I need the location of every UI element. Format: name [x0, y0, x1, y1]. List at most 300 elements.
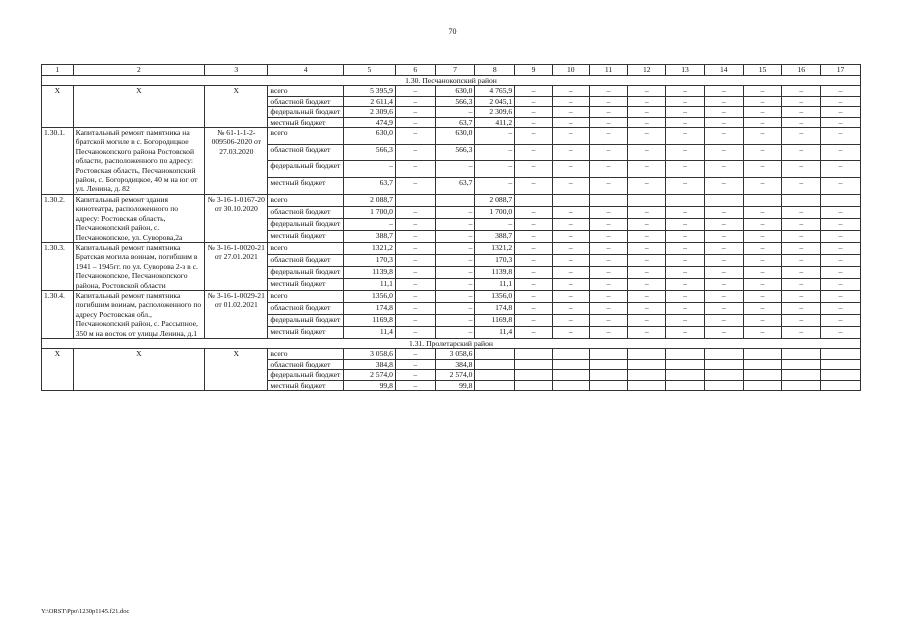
value-cell: 4 765,9 [475, 86, 515, 96]
value-cell: – [666, 242, 705, 254]
budget-row [42, 349, 861, 359]
value-cell: – [782, 117, 821, 127]
value-cell: – [435, 218, 475, 230]
value-cell: – [589, 86, 628, 96]
value-cell [628, 349, 666, 359]
budget-row [42, 86, 861, 96]
value-cell: – [666, 144, 705, 161]
value-cell: – [704, 218, 743, 230]
item-name: Капитальный ремонт памятника погибшим воинам, расположенного по адресу Ростовская обл., Песчанокопский район, с. Рассыпное, 350 м на восток от улицы Ленина, д.1 [73, 290, 205, 338]
value-cell: – [743, 242, 782, 254]
value-cell: – [782, 254, 821, 266]
value-cell: – [552, 128, 589, 145]
column-number: 7 [435, 65, 475, 76]
funding-source-label: всего [268, 290, 343, 302]
value-cell: 1321,2 [343, 242, 395, 254]
value-cell: – [435, 254, 475, 266]
expertise-document: № 3-16-1-0029-21 от 01.02.2021 [205, 290, 268, 338]
value-cell: – [628, 302, 666, 314]
item-number: 1.30.3. [42, 242, 74, 290]
value-cell: 63,7 [343, 178, 395, 195]
value-cell: – [743, 144, 782, 161]
value-cell: 384,8 [435, 359, 475, 369]
value-cell [552, 349, 589, 359]
value-cell: – [782, 107, 821, 117]
column-number: 9 [515, 65, 553, 76]
value-cell [395, 194, 435, 206]
value-cell [475, 359, 515, 369]
value-cell: – [435, 326, 475, 338]
value-cell: – [552, 218, 589, 230]
funding-source-label: областной бюджет [268, 96, 343, 106]
value-cell: – [666, 230, 705, 242]
value-cell [821, 349, 861, 359]
funding-source-label: федеральный бюджет [268, 370, 343, 380]
value-cell: – [743, 206, 782, 218]
value-cell: – [628, 230, 666, 242]
value-cell: – [821, 314, 861, 326]
funding-source-label: всего [268, 86, 343, 96]
value-cell: – [589, 144, 628, 161]
value-cell [666, 359, 705, 369]
value-cell: 2 309,6 [343, 107, 395, 117]
value-cell: – [743, 117, 782, 127]
value-cell: – [515, 266, 553, 278]
value-cell: 174,8 [475, 302, 515, 314]
value-cell: – [821, 206, 861, 218]
value-cell: – [704, 206, 743, 218]
value-cell: – [821, 230, 861, 242]
value-cell: 566,3 [435, 96, 475, 106]
value-cell [475, 349, 515, 359]
value-cell: 63,7 [435, 117, 475, 127]
value-cell: – [395, 230, 435, 242]
value-cell: – [743, 302, 782, 314]
funding-source-label: федеральный бюджет [268, 107, 343, 117]
value-cell: – [475, 128, 515, 145]
value-cell: – [704, 242, 743, 254]
item-name: Капитальный ремонт здания кинотеатра, расположенного по адресу: Ростовская область, Песчанокопский район, с. Песчанокопское, ул. Суворова,2а [73, 194, 205, 242]
value-cell: – [704, 86, 743, 96]
value-cell [589, 359, 628, 369]
column-number: 6 [395, 65, 435, 76]
value-cell: – [552, 117, 589, 127]
value-cell: – [395, 218, 435, 230]
value-cell: – [475, 161, 515, 178]
value-cell: – [782, 218, 821, 230]
item-name: X [73, 86, 205, 128]
value-cell: – [821, 254, 861, 266]
value-cell: – [782, 96, 821, 106]
value-cell: – [515, 314, 553, 326]
value-cell: – [782, 161, 821, 178]
value-cell: – [821, 96, 861, 106]
funding-source-label: местный бюджет [268, 278, 343, 290]
value-cell: – [589, 117, 628, 127]
value-cell: – [395, 178, 435, 195]
funding-source-label: местный бюджет [268, 380, 343, 390]
funding-source-label: областной бюджет [268, 359, 343, 369]
value-cell: – [435, 206, 475, 218]
column-number: 12 [628, 65, 666, 76]
value-cell [782, 349, 821, 359]
footer-file-path: Y:\ORST\Ppo\1230p1145.f21.doc [41, 608, 130, 615]
funding-source-label: федеральный бюджет [268, 161, 343, 178]
value-cell: – [782, 326, 821, 338]
section-title: 1.31. Пролетарский район [42, 338, 861, 348]
value-cell: – [628, 96, 666, 106]
value-cell: – [395, 349, 435, 359]
value-cell: – [704, 278, 743, 290]
value-cell: – [589, 314, 628, 326]
funding-source-label: федеральный бюджет [268, 218, 343, 230]
value-cell: – [552, 278, 589, 290]
value-cell: – [821, 117, 861, 127]
value-cell: – [395, 359, 435, 369]
value-cell: – [589, 242, 628, 254]
value-cell: – [552, 230, 589, 242]
value-cell: – [515, 242, 553, 254]
value-cell: – [666, 161, 705, 178]
value-cell: 411,2 [475, 117, 515, 127]
value-cell [515, 380, 553, 390]
value-cell: – [743, 290, 782, 302]
value-cell: – [552, 107, 589, 117]
column-number: 17 [821, 65, 861, 76]
column-number: 14 [704, 65, 743, 76]
value-cell: – [515, 161, 553, 178]
value-cell [821, 194, 861, 206]
value-cell: – [628, 314, 666, 326]
value-cell [628, 380, 666, 390]
value-cell: – [628, 144, 666, 161]
funding-source-label: областной бюджет [268, 254, 343, 266]
value-cell: – [782, 242, 821, 254]
funding-source-label: федеральный бюджет [268, 266, 343, 278]
value-cell: – [435, 302, 475, 314]
value-cell: 99,8 [435, 380, 475, 390]
value-cell [589, 380, 628, 390]
value-cell: – [395, 370, 435, 380]
value-cell [475, 380, 515, 390]
value-cell [589, 349, 628, 359]
value-cell: – [515, 206, 553, 218]
item-number: 1.30.4. [42, 290, 74, 338]
value-cell: – [552, 326, 589, 338]
value-cell: – [552, 266, 589, 278]
value-cell: 1139,8 [343, 266, 395, 278]
value-cell: 630,0 [435, 128, 475, 145]
value-cell: 2 309,6 [475, 107, 515, 117]
value-cell: – [515, 254, 553, 266]
value-cell: – [435, 290, 475, 302]
value-cell: 566,3 [435, 144, 475, 161]
value-cell: – [743, 230, 782, 242]
value-cell: – [628, 254, 666, 266]
value-cell: – [395, 254, 435, 266]
value-cell: – [704, 96, 743, 106]
value-cell: 1139,8 [475, 266, 515, 278]
value-cell: – [704, 144, 743, 161]
value-cell: 566,3 [343, 144, 395, 161]
value-cell [782, 359, 821, 369]
value-cell: – [666, 206, 705, 218]
value-cell: 1169,8 [343, 314, 395, 326]
item-number: 1.30.2. [42, 194, 74, 242]
value-cell: – [743, 96, 782, 106]
value-cell: – [435, 161, 475, 178]
value-cell: – [782, 144, 821, 161]
value-cell: – [395, 206, 435, 218]
funding-source-label: местный бюджет [268, 178, 343, 195]
value-cell: – [782, 230, 821, 242]
value-cell: – [704, 161, 743, 178]
value-cell [589, 194, 628, 206]
value-cell: – [395, 290, 435, 302]
value-cell: – [743, 314, 782, 326]
value-cell: 384,8 [343, 359, 395, 369]
funding-source-label: всего [268, 194, 343, 206]
value-cell: – [589, 96, 628, 106]
value-cell: – [704, 230, 743, 242]
value-cell [552, 194, 589, 206]
value-cell: – [704, 254, 743, 266]
value-cell: 5 395,9 [343, 86, 395, 96]
budget-row [42, 194, 861, 206]
value-cell: – [743, 218, 782, 230]
section-header-row [42, 338, 861, 348]
value-cell: – [666, 254, 705, 266]
value-cell: – [589, 128, 628, 145]
value-cell: – [435, 242, 475, 254]
value-cell: – [475, 218, 515, 230]
value-cell: – [821, 242, 861, 254]
value-cell: 11,4 [343, 326, 395, 338]
value-cell: – [395, 161, 435, 178]
column-number: 15 [743, 65, 782, 76]
value-cell: – [821, 128, 861, 145]
value-cell: – [704, 266, 743, 278]
value-cell: – [552, 206, 589, 218]
column-number: 3 [205, 65, 268, 76]
value-cell [782, 194, 821, 206]
value-cell: – [589, 230, 628, 242]
value-cell: – [395, 314, 435, 326]
value-cell: – [628, 178, 666, 195]
value-cell: – [782, 302, 821, 314]
value-cell: – [628, 266, 666, 278]
value-cell [552, 380, 589, 390]
value-cell: – [821, 302, 861, 314]
value-cell: 170,3 [475, 254, 515, 266]
value-cell: – [515, 230, 553, 242]
value-cell [821, 380, 861, 390]
value-cell: – [552, 161, 589, 178]
value-cell: – [628, 326, 666, 338]
value-cell [515, 349, 553, 359]
value-cell: – [589, 218, 628, 230]
value-cell: – [666, 266, 705, 278]
value-cell [628, 359, 666, 369]
page-number: 70 [448, 27, 457, 36]
value-cell: – [628, 161, 666, 178]
value-cell: – [782, 266, 821, 278]
value-cell [515, 194, 553, 206]
value-cell: – [552, 144, 589, 161]
value-cell: 2 088,7 [475, 194, 515, 206]
value-cell: – [589, 254, 628, 266]
value-cell: – [515, 144, 553, 161]
value-cell: – [515, 178, 553, 195]
value-cell: – [704, 117, 743, 127]
value-cell: – [821, 161, 861, 178]
value-cell: – [343, 218, 395, 230]
value-cell: – [395, 302, 435, 314]
value-cell: – [704, 302, 743, 314]
value-cell: – [821, 178, 861, 195]
value-cell [821, 370, 861, 380]
value-cell: – [589, 178, 628, 195]
value-cell [552, 370, 589, 380]
value-cell: 1321,2 [475, 242, 515, 254]
value-cell: – [666, 96, 705, 106]
value-cell: – [782, 178, 821, 195]
value-cell: – [435, 266, 475, 278]
value-cell: – [743, 161, 782, 178]
value-cell: – [589, 107, 628, 117]
budget-row [42, 290, 861, 302]
value-cell: – [395, 117, 435, 127]
value-cell [743, 380, 782, 390]
value-cell: – [666, 128, 705, 145]
value-cell: 1356,0 [475, 290, 515, 302]
value-cell: – [821, 218, 861, 230]
column-number-row [42, 65, 861, 76]
value-cell: 474,9 [343, 117, 395, 127]
expertise-document: № 3-16-1-0167-20 от 30.10.2020 [205, 194, 268, 242]
value-cell: 11,1 [343, 278, 395, 290]
value-cell: – [515, 96, 553, 106]
value-cell: – [743, 254, 782, 266]
value-cell: – [552, 96, 589, 106]
funding-source-label: всего [268, 349, 343, 359]
value-cell [666, 380, 705, 390]
column-number: 5 [343, 65, 395, 76]
value-cell: 1169,8 [475, 314, 515, 326]
value-cell [743, 370, 782, 380]
value-cell [666, 349, 705, 359]
value-cell: 11,4 [475, 326, 515, 338]
value-cell: 1 700,0 [343, 206, 395, 218]
value-cell: – [515, 290, 553, 302]
value-cell: 3 058,6 [343, 349, 395, 359]
value-cell: – [435, 278, 475, 290]
value-cell: – [589, 326, 628, 338]
value-cell: – [552, 254, 589, 266]
expertise-document: № 61-1-1-2-009506-2020 от 27.03.2020 [205, 128, 268, 195]
value-cell: – [395, 107, 435, 117]
value-cell: 2 611,4 [343, 96, 395, 106]
value-cell: – [743, 326, 782, 338]
value-cell: – [704, 178, 743, 195]
funding-source-label: всего [268, 128, 343, 145]
value-cell [435, 194, 475, 206]
value-cell: 2 045,1 [475, 96, 515, 106]
value-cell: – [743, 178, 782, 195]
expertise-document: X [205, 86, 268, 128]
column-number: 11 [589, 65, 628, 76]
value-cell: – [821, 278, 861, 290]
value-cell: – [395, 128, 435, 145]
value-cell: – [782, 290, 821, 302]
value-cell: – [628, 86, 666, 96]
value-cell [515, 370, 553, 380]
value-cell [666, 194, 705, 206]
funding-source-label: местный бюджет [268, 326, 343, 338]
value-cell [782, 370, 821, 380]
value-cell: – [395, 86, 435, 96]
value-cell [743, 349, 782, 359]
value-cell: – [628, 278, 666, 290]
value-cell [666, 370, 705, 380]
value-cell: 2 088,7 [343, 194, 395, 206]
column-number: 13 [666, 65, 705, 76]
budget-table [41, 64, 861, 391]
value-cell: – [782, 86, 821, 96]
value-cell [704, 370, 743, 380]
value-cell: – [589, 161, 628, 178]
value-cell: – [395, 144, 435, 161]
value-cell: – [515, 117, 553, 127]
value-cell [628, 370, 666, 380]
value-cell [821, 359, 861, 369]
item-number: X [42, 86, 74, 128]
value-cell: – [821, 266, 861, 278]
value-cell: 3 058,6 [435, 349, 475, 359]
budget-row [42, 242, 861, 254]
value-cell [704, 194, 743, 206]
item-name: Капитальный ремонт памятника Братская могила воинам, погибшим в 1941 – 1945гг. по ул. Суворова 2-з в с. Песчанокопское, Песчанокопского района, Ростовской области [73, 242, 205, 290]
value-cell [782, 380, 821, 390]
item-name: Капитальный ремонт памятника на братской могиле в с. Богородицкое Песчанокопского района Ростовской области, расположенного по адресу: Ростовская область, Песчанокопский район, с. Богородицкое, 40 м на юг от ул. Ленина, д. 82 [73, 128, 205, 195]
value-cell [704, 349, 743, 359]
item-number: X [42, 349, 74, 391]
value-cell: 388,7 [475, 230, 515, 242]
value-cell: – [821, 144, 861, 161]
value-cell: – [628, 128, 666, 145]
value-cell: – [628, 206, 666, 218]
value-cell: – [743, 86, 782, 96]
value-cell: – [589, 302, 628, 314]
value-cell: – [395, 96, 435, 106]
value-cell: – [628, 107, 666, 117]
value-cell: 99,8 [343, 380, 395, 390]
value-cell: – [395, 278, 435, 290]
value-cell: – [821, 326, 861, 338]
section-title: 1.30. Песчанокопский район [42, 76, 861, 86]
value-cell: – [515, 128, 553, 145]
value-cell [589, 370, 628, 380]
column-number: 2 [73, 65, 205, 76]
funding-source-label: областной бюджет [268, 206, 343, 218]
value-cell: – [395, 326, 435, 338]
value-cell: – [704, 128, 743, 145]
funding-source-label: федеральный бюджет [268, 314, 343, 326]
value-cell: 630,0 [343, 128, 395, 145]
value-cell: – [782, 314, 821, 326]
column-number: 16 [782, 65, 821, 76]
value-cell: – [704, 314, 743, 326]
